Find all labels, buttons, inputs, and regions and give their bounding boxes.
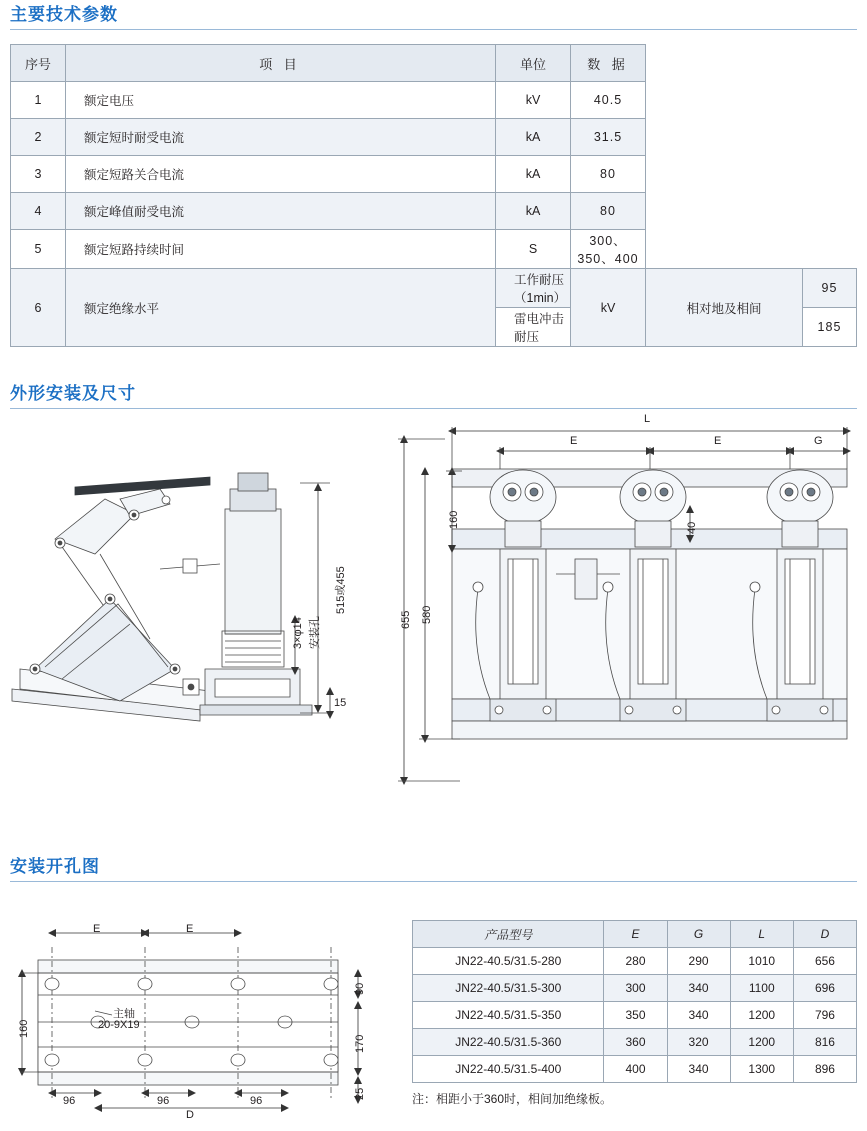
table-row xyxy=(11,82,857,119)
dim-label-hole-text: 安装孔 xyxy=(309,616,321,649)
cell-item: 额定峰值耐受电流 xyxy=(66,193,496,230)
cell-subitem: 雷电冲击耐压 xyxy=(496,308,571,347)
dim-label-hole-96-3: 96 xyxy=(250,1095,263,1107)
col-header-model: 产品型号 xyxy=(413,921,604,948)
cell-data: 31.5 xyxy=(571,119,646,156)
model-table-wrap xyxy=(412,920,857,1083)
dim-label-side-height: 515或455 xyxy=(335,566,347,614)
cell-unit: kA xyxy=(496,119,571,156)
cell-G: 290 xyxy=(667,948,730,975)
cell-D: 696 xyxy=(793,975,856,1002)
cell-item: 额定短路关合电流 xyxy=(66,156,496,193)
cell-unit: kA xyxy=(496,156,571,193)
dim-label-E2: E xyxy=(714,435,722,447)
cell-model: JN22-40.5/31.5-350 xyxy=(413,1002,604,1029)
table-row xyxy=(11,193,857,230)
cell-D: 656 xyxy=(793,948,856,975)
cell-model: JN22-40.5/31.5-280 xyxy=(413,948,604,975)
cell-E: 350 xyxy=(604,1002,667,1029)
cell-mid: 相对地及相间 xyxy=(646,269,803,347)
cell-data: 40.5 xyxy=(571,82,646,119)
dim-label-15: 15 xyxy=(334,697,347,709)
dim-label-hole-25: 25 xyxy=(354,1087,366,1100)
page-title-hole: 安装开孔图 xyxy=(10,857,100,876)
table-row xyxy=(11,230,857,269)
dim-label-hole-160: 160 xyxy=(18,1019,30,1038)
model-table xyxy=(412,920,857,1083)
cell-G: 340 xyxy=(667,1056,730,1083)
cell-data: 80 xyxy=(571,193,646,230)
table-header-row xyxy=(11,45,857,82)
cell-G: 320 xyxy=(667,1029,730,1056)
cell-no: 4 xyxy=(11,193,66,230)
cell-data: 185 xyxy=(802,308,856,347)
page-title-spec: 主要技术参数 xyxy=(10,5,118,24)
cell-D: 896 xyxy=(793,1056,856,1083)
cell-model: JN22-40.5/31.5-360 xyxy=(413,1029,604,1056)
cell-data: 95 xyxy=(802,269,856,308)
outline-drawing-svg xyxy=(0,409,867,829)
dim-label-hole-E1: E xyxy=(93,923,101,935)
cell-D: 816 xyxy=(793,1029,856,1056)
dim-label-G: G xyxy=(814,435,823,447)
cell-L: 1300 xyxy=(730,1056,793,1083)
dim-label-hole-E2: E xyxy=(186,923,194,935)
dim-label-hole-D: D xyxy=(186,1109,194,1121)
dim-label-40: 40 xyxy=(686,521,698,534)
cell-item: 额定短路持续时间 xyxy=(66,230,496,269)
cell-E: 400 xyxy=(604,1056,667,1083)
hole-drawing xyxy=(0,895,400,1125)
dim-label-160: 160 xyxy=(448,510,460,529)
spec-table xyxy=(10,44,857,347)
cell-unit: kV xyxy=(496,82,571,119)
col-header-L: L xyxy=(730,921,793,948)
col-header-unit: 单位 xyxy=(496,45,571,82)
cell-D: 796 xyxy=(793,1002,856,1029)
model-table-note: 注：相距小于360时，相间加绝缘板。 xyxy=(412,1092,613,1106)
cell-no: 1 xyxy=(11,82,66,119)
outline-section-header xyxy=(0,379,867,409)
title-divider-hole xyxy=(10,881,857,882)
cell-item: 额定短时耐受电流 xyxy=(66,119,496,156)
cell-G: 340 xyxy=(667,975,730,1002)
dim-label-L: L xyxy=(644,413,651,425)
dim-label-hole-170: 170 xyxy=(354,1034,366,1053)
cell-item: 额定电压 xyxy=(66,82,496,119)
shaft-label: 主轴 xyxy=(113,1008,135,1020)
cell-G: 340 xyxy=(667,1002,730,1029)
col-header-G: G xyxy=(667,921,730,948)
col-header-no: 序号 xyxy=(11,45,66,82)
cell-data: 80 xyxy=(571,156,646,193)
spec-table-wrap xyxy=(10,44,857,347)
shaft-spec-label: 20-9X19 xyxy=(98,1019,140,1031)
cell-unit: kV xyxy=(571,269,646,347)
cell-E: 300 xyxy=(604,975,667,1002)
cell-no: 2 xyxy=(11,119,66,156)
dim-label-E1: E xyxy=(570,435,578,447)
table-row xyxy=(413,1056,857,1083)
cell-item: 额定绝缘水平 xyxy=(66,269,496,347)
cell-no: 3 xyxy=(11,156,66,193)
page-title-outline: 外形安装及尺寸 xyxy=(10,384,136,403)
dim-label-hole-spec: 3×φ14 xyxy=(292,617,304,649)
dim-label-655: 655 xyxy=(400,610,412,629)
cell-L: 1200 xyxy=(730,1029,793,1056)
cell-data: 300、350、400 xyxy=(571,230,646,269)
col-header-item: 项 目 xyxy=(66,45,496,82)
table-row xyxy=(413,975,857,1002)
dim-label-hole-90: 90 xyxy=(354,982,366,995)
cell-E: 280 xyxy=(604,948,667,975)
cell-subitem: 工作耐压（1min） xyxy=(496,269,571,308)
table-row xyxy=(11,119,857,156)
col-header-data: 数 据 xyxy=(571,45,646,82)
table-header-row xyxy=(413,921,857,948)
dim-label-hole-96-2: 96 xyxy=(157,1095,170,1107)
cell-L: 1200 xyxy=(730,1002,793,1029)
cell-model: JN22-40.5/31.5-400 xyxy=(413,1056,604,1083)
table-row xyxy=(11,269,857,308)
cell-no: 6 xyxy=(11,269,66,347)
table-row xyxy=(413,1002,857,1029)
dim-label-hole-96-1: 96 xyxy=(63,1095,76,1107)
hole-drawing-svg xyxy=(0,895,400,1125)
table-row xyxy=(413,948,857,975)
cell-unit: S xyxy=(496,230,571,269)
col-header-D: D xyxy=(793,921,856,948)
table-row xyxy=(413,1029,857,1056)
dim-label-580: 580 xyxy=(421,605,433,624)
cell-no: 5 xyxy=(11,230,66,269)
outline-drawing xyxy=(0,409,867,834)
title-divider-spec xyxy=(10,29,857,30)
cell-E: 360 xyxy=(604,1029,667,1056)
cell-L: 1010 xyxy=(730,948,793,975)
cell-model: JN22-40.5/31.5-300 xyxy=(413,975,604,1002)
table-row xyxy=(11,156,857,193)
cell-unit: kA xyxy=(496,193,571,230)
cell-L: 1100 xyxy=(730,975,793,1002)
hole-section-header xyxy=(0,852,867,882)
col-header-E: E xyxy=(604,921,667,948)
